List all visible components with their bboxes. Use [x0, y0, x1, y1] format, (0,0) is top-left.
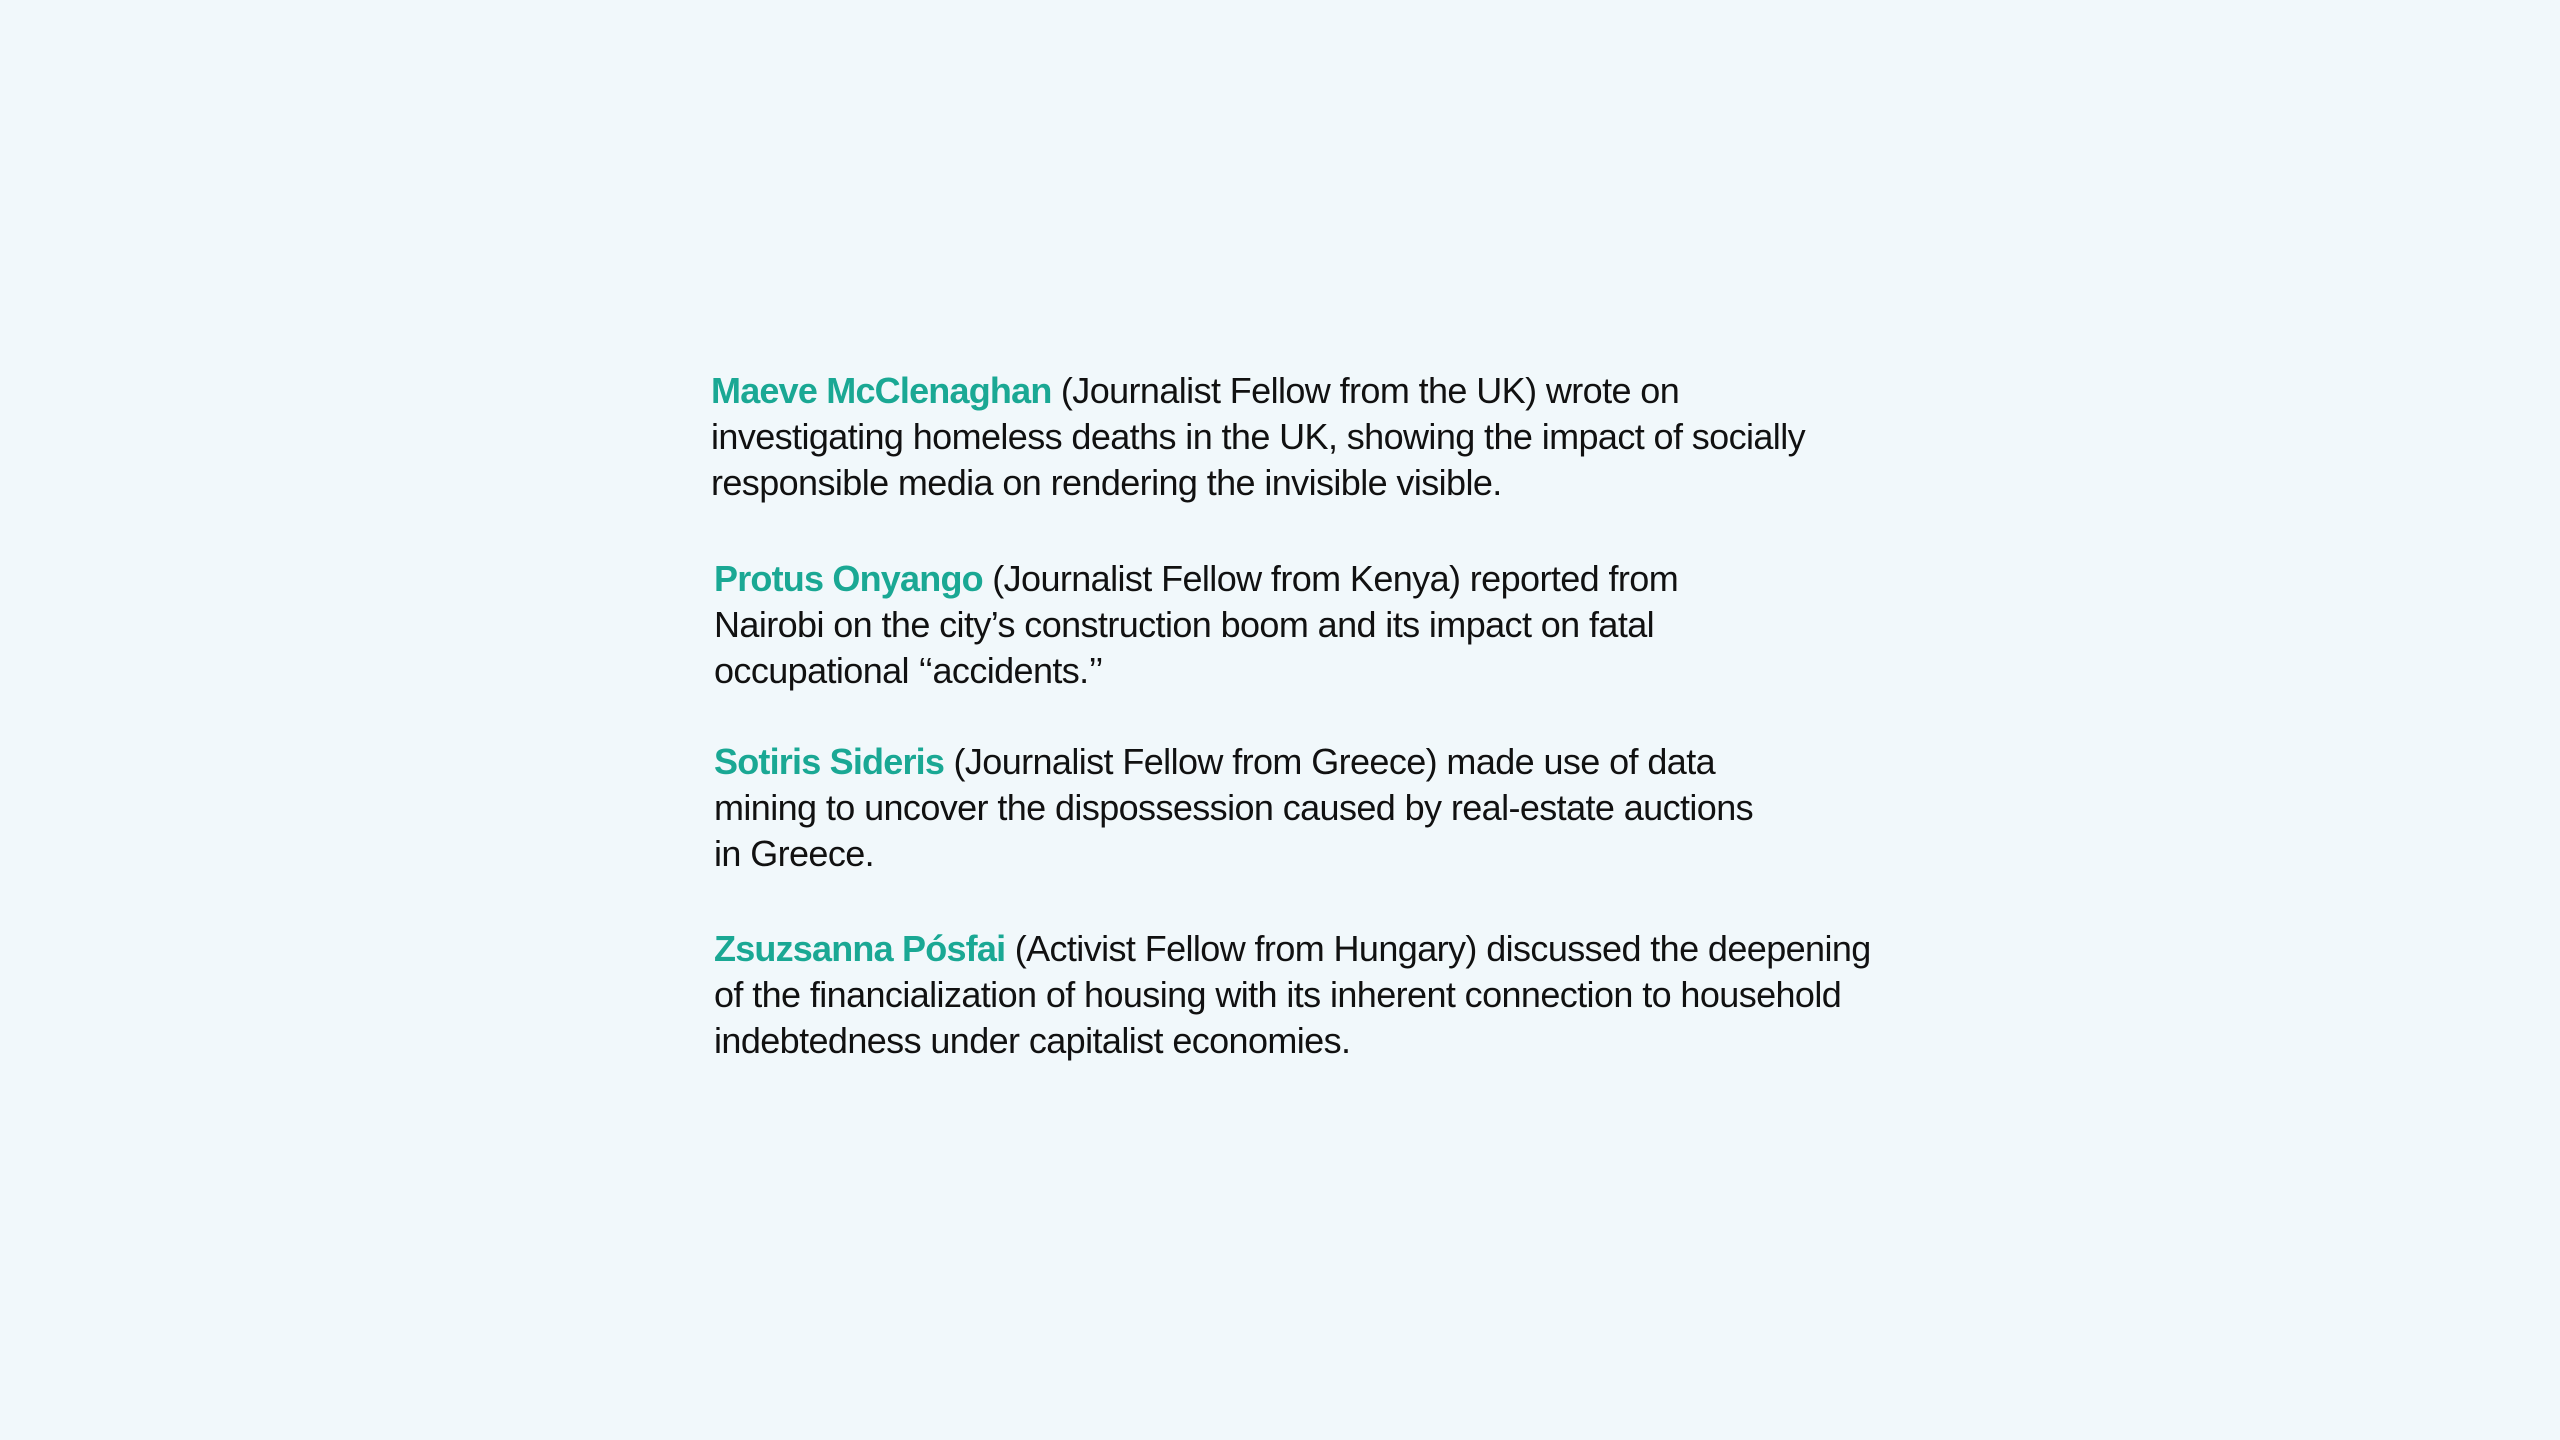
fellow-description: (Journalist Fellow from Greece) made use of data — [944, 741, 1716, 782]
fellow-line-2: Nairobi on the city’s construction boom and its impact on fatal — [714, 604, 1655, 645]
fellow-line-2: mining to uncover the dispossession caused by real-estate auctions — [714, 787, 1754, 828]
fellow-entry-zsuzsanna-posfai — [714, 926, 1871, 1064]
fellow-entry-maeve-mcclenaghan — [711, 368, 1805, 506]
fellow-line-1 — [714, 926, 1871, 972]
fellow-name: Protus Onyango — [714, 558, 983, 599]
fellow-line-3: responsible media on rendering the invisible visible. — [711, 462, 1502, 503]
fellow-name: Zsuzsanna Pósfai — [714, 928, 1006, 969]
fellow-line-3: occupational ‘‘accidents.’’ — [714, 650, 1103, 691]
fellow-description: (Journalist Fellow from Kenya) reported from — [982, 558, 1679, 599]
fellow-line-2: investigating homeless deaths in the UK, showing the impact of socially — [711, 416, 1806, 457]
fellow-description: (Activist Fellow from Hungary) discussed the deepening — [1005, 928, 1871, 969]
fellow-line-1 — [714, 556, 1678, 602]
fellow-entry-sotiris-sideris — [714, 739, 1753, 877]
fellow-line-1 — [714, 739, 1753, 785]
fellow-description: (Journalist Fellow from the UK) wrote on — [1051, 370, 1680, 411]
fellow-entry-protus-onyango — [714, 556, 1678, 694]
fellow-name: Sotiris Sideris — [714, 741, 945, 782]
fellow-line-1 — [711, 368, 1805, 414]
fellow-line-3: indebtedness under capitalist economies. — [714, 1020, 1351, 1061]
fellow-name: Maeve McClenaghan — [711, 370, 1052, 411]
fellow-line-3: in Greece. — [714, 833, 875, 874]
fellow-line-2: of the financialization of housing with its inherent connection to household — [714, 974, 1842, 1015]
